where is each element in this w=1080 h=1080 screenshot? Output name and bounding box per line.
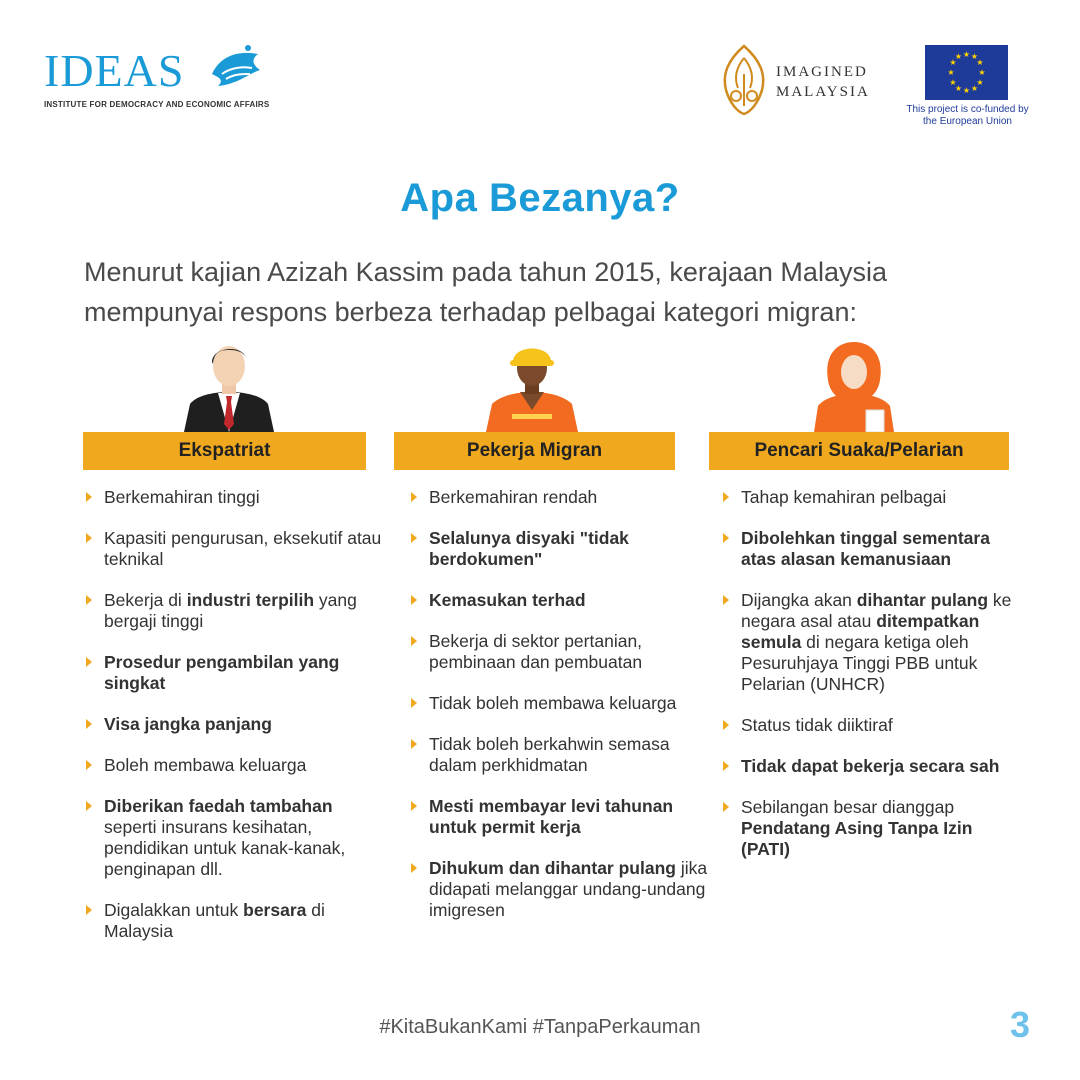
imagined-malaysia-title <box>776 62 870 102</box>
list-item <box>409 858 709 921</box>
ideas-subtitle: INSTITUTE FOR DEMOCRACY AND ECONOMIC AFFAIRS <box>44 100 270 109</box>
svg-text:★: ★ <box>954 52 963 61</box>
bullet-arrow-icon <box>86 657 92 667</box>
svg-text:★: ★ <box>976 78 984 87</box>
svg-text:★: ★ <box>947 68 955 77</box>
bullet-arrow-icon <box>723 802 729 812</box>
list-item-text: Mesti membayar levi tahunan untuk permit kerja <box>429 796 674 837</box>
list-item-text: jika didapati melanggar undang-undang imigresen <box>429 858 708 920</box>
list-item <box>84 652 384 694</box>
eu-flag-icon <box>925 45 1008 100</box>
list-item <box>721 487 1021 508</box>
list-item-text: Tidak boleh berkahwin semasa dalam perkhidmatan <box>429 734 670 775</box>
svg-text:★: ★ <box>978 68 986 77</box>
imagined-malaysia-emblem-icon <box>718 44 770 116</box>
svg-text:★: ★ <box>970 52 979 61</box>
refugee-woman-icon <box>814 340 894 432</box>
list-item-text: industri terpilih <box>186 590 315 610</box>
worker-icon <box>486 340 578 432</box>
ideas-bird-icon <box>208 44 264 94</box>
list-item <box>721 797 1021 860</box>
bullet-arrow-icon <box>411 636 417 646</box>
list-item <box>409 796 709 838</box>
list-item-text: dihantar pulang <box>856 590 989 610</box>
hashtags: #KitaBukanKami #TanpaPerkauman <box>379 1016 701 1038</box>
bullet-arrow-icon <box>411 492 417 502</box>
ideas-logo-text: IDEAS <box>44 45 185 96</box>
eu-caption-line2: the European Union <box>923 116 1012 127</box>
svg-text:★: ★ <box>949 78 957 87</box>
list-item <box>84 900 384 942</box>
column-header-pencari-suaka: Pencari Suaka/Pelarian <box>709 432 1009 470</box>
list-item <box>84 487 384 508</box>
list-item-text: Diberikan faedah tambahan <box>104 796 333 816</box>
imagined-title-line2: MALAYSIA <box>776 84 870 100</box>
intro-paragraph: Menurut kajian Azizah Kassim pada tahun 2015, kerajaan Malaysia mempunyai respons berbeza terhadap pelbagai kategori migran: <box>84 257 887 327</box>
list-item-text: Berkemahiran rendah <box>429 487 598 507</box>
list-item <box>409 734 709 776</box>
imagined-title-line1: IMAGINED <box>776 64 868 80</box>
list-item-text: Digalakkan untuk <box>104 900 244 920</box>
list-item-text: Status tidak diiktiraf <box>741 715 893 735</box>
bullet-arrow-icon <box>86 760 92 770</box>
eu-caption <box>895 104 1040 128</box>
svg-text:★: ★ <box>949 58 957 67</box>
list-item-text: Berkemahiran tinggi <box>104 487 260 507</box>
bullet-arrow-icon <box>86 595 92 605</box>
list-item <box>84 755 384 776</box>
list-item <box>721 715 1021 736</box>
list-item-text: Dijangka akan <box>741 590 857 610</box>
list-item <box>84 528 384 570</box>
list-item-text: Visa jangka panjang <box>104 714 272 734</box>
list-item-text: Tidak boleh membawa keluarga <box>429 693 677 713</box>
svg-text:★: ★ <box>970 84 979 93</box>
list-item <box>84 590 384 632</box>
bullet-arrow-icon <box>86 533 92 543</box>
list-item <box>84 796 384 880</box>
column-pencari-suaka-list <box>721 487 1021 880</box>
list-item-text: Kapasiti pengurusan, eksekutif atau teknikal <box>104 528 382 569</box>
column-header-ekspatriat: Ekspatriat <box>83 432 366 470</box>
bullet-arrow-icon <box>411 801 417 811</box>
bullet-arrow-icon <box>411 595 417 605</box>
svg-text:★: ★ <box>954 84 963 93</box>
list-item-text: Boleh membawa keluarga <box>104 755 307 775</box>
bullet-arrow-icon <box>723 595 729 605</box>
list-item-text: ke negara asal atau <box>741 590 1012 631</box>
bullet-arrow-icon <box>86 719 92 729</box>
list-item-text: Prosedur pengambilan yang singkat <box>104 652 340 693</box>
list-item-text: Selalunya disyaki "tidak berdokumen" <box>429 528 629 569</box>
svg-text:★: ★ <box>962 50 971 59</box>
bullet-arrow-icon <box>723 533 729 543</box>
businessman-icon <box>184 340 274 432</box>
list-item-text: bersara <box>243 900 307 920</box>
list-item-text: di negara ketiga oleh Pesuruhjaya Tinggi PBB untuk Pelarian (UNHCR) <box>741 632 978 694</box>
bullet-arrow-icon <box>411 739 417 749</box>
list-item-text: seperti insurans kesihatan, pendidikan untuk kanak-kanak, penginapan dll. <box>104 817 346 879</box>
list-item-text: Bekerja di <box>104 590 187 610</box>
list-item-text: Sebilangan besar dianggap <box>741 797 955 817</box>
list-item-text: Dihukum dan dihantar pulang <box>429 858 676 878</box>
bullet-arrow-icon <box>723 492 729 502</box>
list-item-text: Tahap kemahiran pelbagai <box>741 487 947 507</box>
page-title: Apa Bezanya? <box>400 176 680 220</box>
list-item <box>409 487 709 508</box>
list-item-text: yang bergaji tinggi <box>104 590 357 631</box>
list-item <box>409 693 709 714</box>
list-item-text: Kemasukan terhad <box>429 590 586 610</box>
eu-caption-line1: This project is co-funded by <box>906 104 1029 115</box>
list-item <box>721 756 1021 777</box>
svg-text:★: ★ <box>976 58 984 67</box>
list-item-text: Bekerja di sektor pertanian, pembinaan dan pembuatan <box>429 631 643 672</box>
column-header-pekerja-migran: Pekerja Migran <box>394 432 675 470</box>
column-ekspatriat-list <box>84 487 384 962</box>
list-item <box>84 714 384 735</box>
list-item-text: ditempatkan semula <box>741 611 980 652</box>
bullet-arrow-icon <box>86 801 92 811</box>
list-item <box>721 590 1021 695</box>
list-item-text: Dibolehkan tinggal sementara atas alasan kemanusiaan <box>741 528 990 569</box>
page-number: 3 <box>1010 1004 1031 1045</box>
list-item-text: Tidak dapat bekerja secara sah <box>741 756 1000 776</box>
column-pekerja-migran-list <box>409 487 709 941</box>
list-item-text: Pendatang Asing Tanpa Izin (PATI) <box>741 818 973 859</box>
list-item <box>409 590 709 611</box>
bullet-arrow-icon <box>411 863 417 873</box>
list-item-text: di Malaysia <box>104 900 325 941</box>
bullet-arrow-icon <box>86 492 92 502</box>
list-item <box>409 528 709 570</box>
svg-text:★: ★ <box>962 86 971 95</box>
bullet-arrow-icon <box>723 720 729 730</box>
list-item <box>409 631 709 673</box>
bullet-arrow-icon <box>411 533 417 543</box>
list-item <box>721 528 1021 570</box>
bullet-arrow-icon <box>86 905 92 915</box>
bullet-arrow-icon <box>723 761 729 771</box>
bullet-arrow-icon <box>411 698 417 708</box>
